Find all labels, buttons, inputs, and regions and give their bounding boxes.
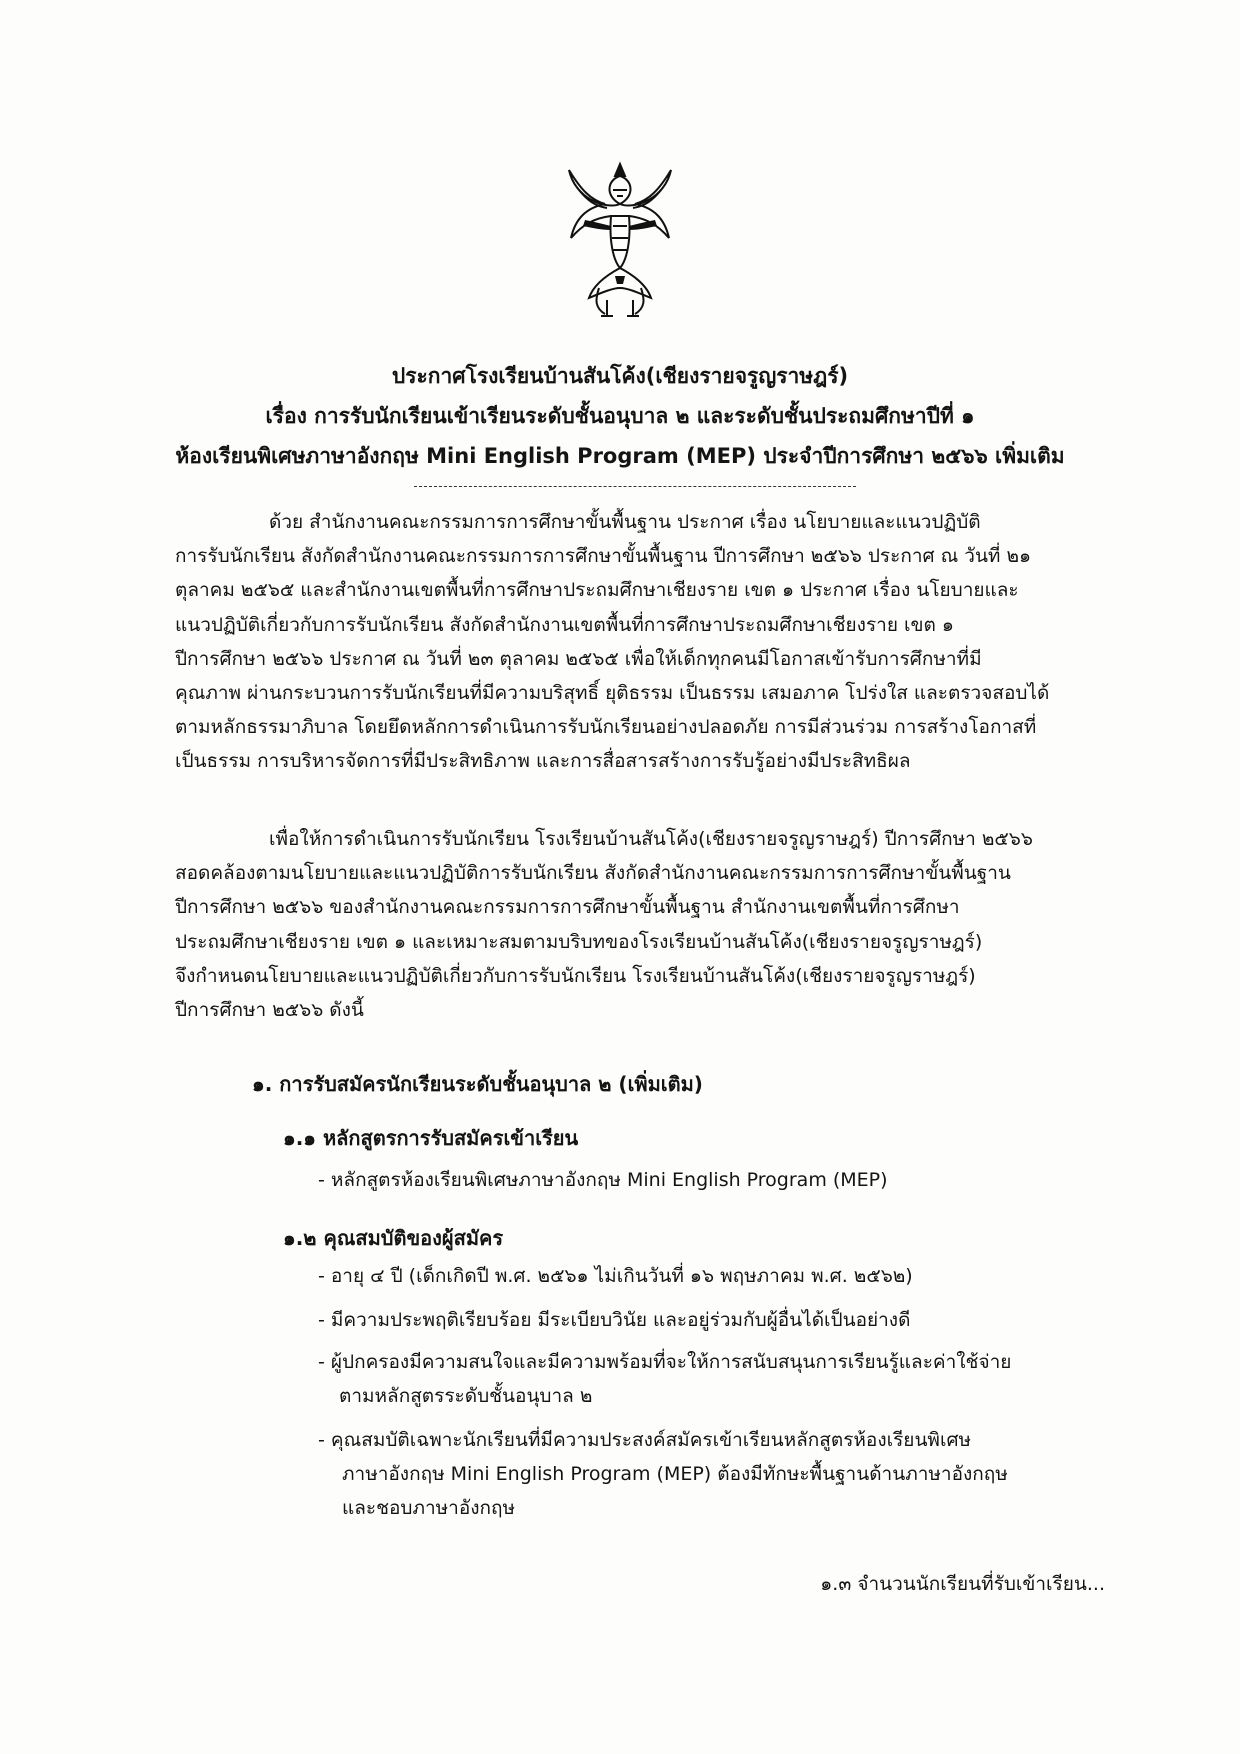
paragraph-line: ปีการศึกษา ๒๕๖๖ ดังนี้ bbox=[175, 999, 364, 1022]
list-item-line: - คุณสมบัติเฉพาะนักเรียนที่มีความประสงค์สมัครเข้าเรียนหลักสูตรห้องเรียนพิเศษ bbox=[318, 1429, 972, 1451]
list-item-line: ตามหลักสูตรระดับชั้นอนุบาล ๒ bbox=[339, 1385, 593, 1407]
list-item-line: และชอบภาษาอังกฤษ bbox=[342, 1497, 516, 1519]
paragraph-line: แนวปฏิบัติเกี่ยวกับการรับนักเรียน สังกัดสำนักงานเขตพื้นที่การศึกษาประถมศึกษาเชียงราย เขต ๑ bbox=[175, 613, 954, 636]
list-item bbox=[318, 1345, 1011, 1413]
title-line-1: ประกาศโรงเรียนบ้านสันโค้ง(เชียงรายจรูญราษฎร์) bbox=[391, 364, 849, 388]
paragraph-line: เพื่อให้การดำเนินการรับนักเรียน โรงเรียนบ้านสันโค้ง(เชียงรายจรูญราษฎร์) ปีการศึกษา ๒๕๖๖ bbox=[269, 828, 1033, 850]
page-continuation: ๑.๓ จำนวนนักเรียนที่รับเข้าเรียน... bbox=[820, 1573, 1105, 1595]
garuda-emblem-icon bbox=[565, 160, 675, 320]
list-item: - หลักสูตรห้องเรียนพิเศษภาษาอังกฤษ Mini English Program (MEP) bbox=[318, 1169, 888, 1191]
paragraph-line: ตามหลักธรรมาภิบาล โดยยึดหลักการดำเนินการรับนักเรียนอย่างปลอดภัย การมีส่วนร่วม การสร้างโอกาสที่ bbox=[175, 716, 1037, 739]
list-item-line: ภาษาอังกฤษ Mini English Program (MEP) ต้องมีทักษะพื้นฐานด้านภาษาอังกฤษ bbox=[342, 1463, 1008, 1485]
paragraph-line: ประถมศึกษาเชียงราย เขต ๑ และเหมาะสมตามบริบทของโรงเรียนบ้านสันโค้ง(เชียงรายจรูญราษฎร์) bbox=[175, 930, 983, 953]
list-item-line: - มีความประพฤติเรียบร้อย มีระเบียบวินัย และอยู่ร่วมกับผู้อื่นได้เป็นอย่างดี bbox=[318, 1309, 911, 1331]
paragraph-line: เป็นธรรม การบริหารจัดการที่มีประสิทธิภาพ และการสื่อสารสร้างการรับรู้อย่างมีประสิทธิผล bbox=[175, 750, 911, 773]
subsection-1-1-heading: ๑.๑ หลักสูตรการรับสมัครเข้าเรียน bbox=[283, 1126, 579, 1150]
paragraph-line: คุณภาพ ผ่านกระบวนการรับนักเรียนที่มีความบริสุทธิ์ ยุติธรรม เป็นธรรม เสมอภาค โปร่งใส และตรวจสอบได้ bbox=[175, 682, 1050, 705]
list-item bbox=[318, 1259, 913, 1293]
paragraph-line: จึงกำหนดนโยบายและแนวปฏิบัติเกี่ยวกับการรับนักเรียน โรงเรียนบ้านสันโค้ง(เชียงรายจรูญราษฎร์) bbox=[175, 964, 976, 987]
paragraph-line: ด้วย สำนักงานคณะกรรมการการศึกษาขั้นพื้นฐาน ประกาศ เรื่อง นโยบายและแนวปฏิบัติ bbox=[269, 511, 981, 533]
paragraph-1 bbox=[175, 505, 1117, 779]
section-1-heading: ๑. การรับสมัครนักเรียนระดับชั้นอนุบาล ๒ (เพิ่มเติม) bbox=[252, 1072, 703, 1096]
title-line-2: เรื่อง การรับนักเรียนเข้าเรียนระดับชั้นอนุบาล ๒ และระดับชั้นประถมศึกษาปีที่ ๑ bbox=[265, 404, 975, 428]
paragraph-2 bbox=[175, 822, 1117, 1027]
title-divider bbox=[414, 486, 856, 487]
list-item bbox=[318, 1303, 910, 1337]
paragraph-line: สอดคล้องตามนโยบายและแนวปฏิบัติการรับนักเรียน สังกัดสำนักงานคณะกรรมการการศึกษาขั้นพื้นฐาน bbox=[175, 862, 1011, 885]
list-item-line: - ผู้ปกครองมีความสนใจและมีความพร้อมที่จะให้การสนับสนุนการเรียนรู้และค่าใช้จ่าย bbox=[318, 1351, 1012, 1373]
paragraph-line: การรับนักเรียน สังกัดสำนักงานคณะกรรมการการศึกษาขั้นพื้นฐาน ปีการศึกษา ๒๕๖๖ ประกาศ ณ วันที่ ๒๑ bbox=[175, 545, 1032, 568]
title-line-3: ห้องเรียนพิเศษภาษาอังกฤษ Mini English Program (MEP) ประจำปีการศึกษา ๒๕๖๖ เพิ่มเติม bbox=[175, 444, 1065, 468]
paragraph-line: ปีการศึกษา ๒๕๖๖ ของสำนักงานคณะกรรมการการศึกษาขั้นพื้นฐาน สำนักงานเขตพื้นที่การศึกษา bbox=[175, 896, 960, 919]
paragraph-line: ตุลาคม ๒๕๖๕ และสำนักงานเขตพื้นที่การศึกษาประถมศึกษาเชียงราย เขต ๑ ประกาศ เรื่อง นโยบายและ bbox=[175, 579, 1019, 602]
list-item-line: - อายุ ๔ ปี (เด็กเกิดปี พ.ศ. ๒๕๖๑ ไม่เกินวันที่ ๑๖ พฤษภาคม พ.ศ. ๒๕๖๒) bbox=[318, 1265, 913, 1287]
list-item bbox=[318, 1423, 1008, 1525]
subsection-1-2-heading: ๑.๒ คุณสมบัติของผู้สมัคร bbox=[283, 1226, 504, 1250]
subsection-1-1-item bbox=[318, 1163, 888, 1197]
paragraph-line: ปีการศึกษา ๒๕๖๖ ประกาศ ณ วันที่ ๒๓ ตุลาคม ๒๕๖๕ เพื่อให้เด็กทุกคนมีโอกาสเข้ารับการศึกษาที่มี bbox=[175, 647, 982, 670]
